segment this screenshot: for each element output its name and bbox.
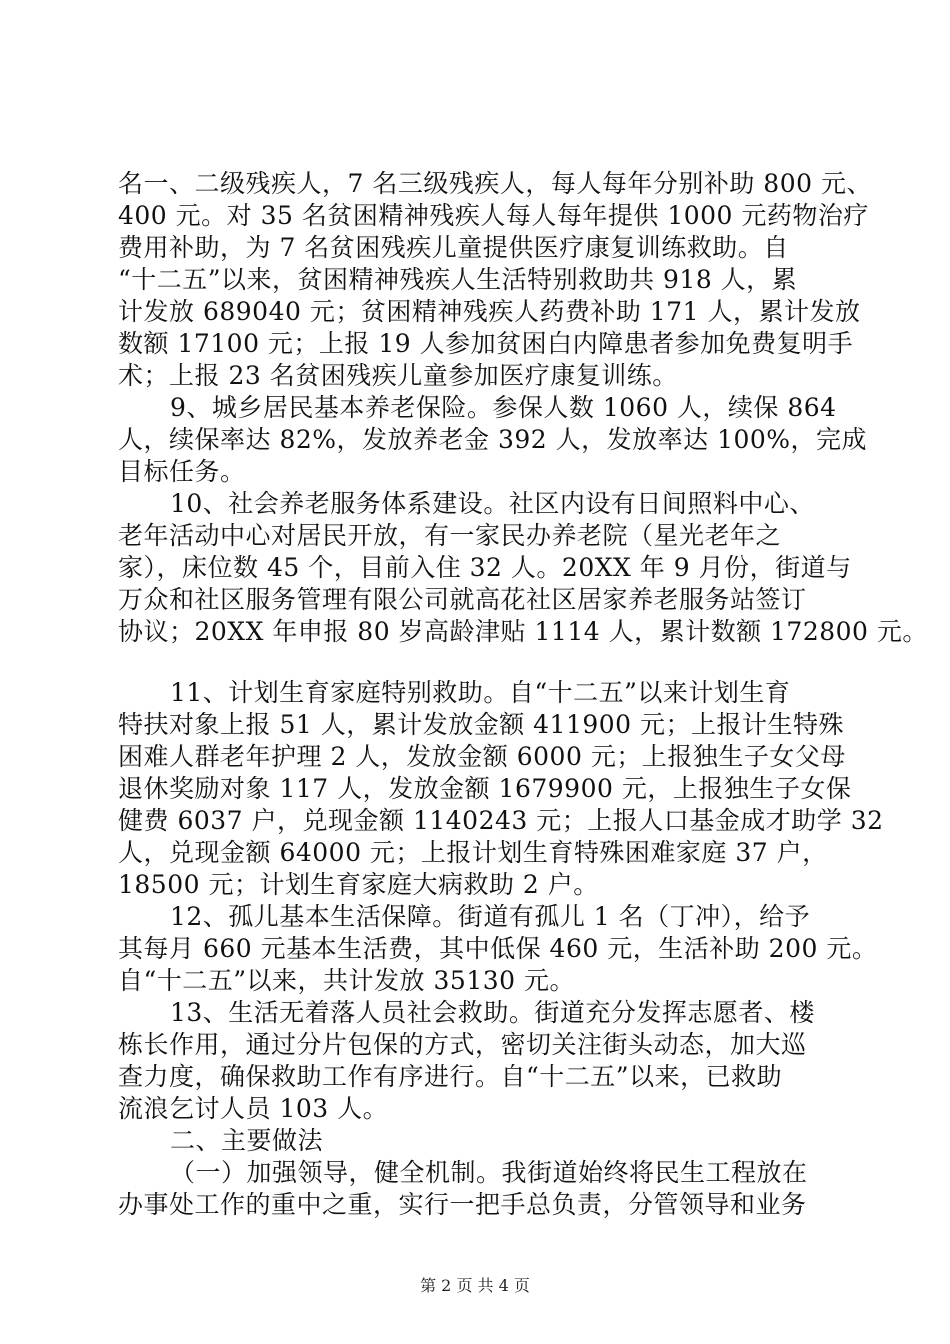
text-line: 查力度，确保救助工作有序进行。自“十二五”以来，已救助 <box>118 1062 783 1091</box>
text-line: 12、孤儿基本生活保障。街道有孤儿 1 名（丁冲），给予 <box>170 902 811 931</box>
document-body <box>118 168 928 1221</box>
text-line: 二、主要做法 <box>170 1126 324 1155</box>
text-line: 老年活动中心对居民开放，有一家民办养老院（星光老年之 <box>118 521 782 550</box>
text-line: 人，兑现金额 64000 元；上报计划生育特殊困难家庭 37 户， <box>118 838 828 867</box>
text-line: 目标任务。 <box>118 457 246 486</box>
text-line: 自“十二五”以来，共计发放 35130 元。 <box>118 966 575 995</box>
text-line: 协议；20XX 年申报 80 岁高龄津贴 1114 人，累计数额 172800 元。 <box>118 617 928 646</box>
text-line: 400 元。对 35 名贫困精神残疾人每人每年提供 1000 元药物治疗 <box>118 201 869 230</box>
text-line: 10、社会养老服务体系建设。社区内设有日间照料中心、 <box>170 489 815 518</box>
text-line: 困难人群老年护理 2 人，发放金额 6000 元；上报独生子女父母 <box>118 742 846 771</box>
text-line: 术；上报 23 名贫困残疾儿童参加医疗康复训练。 <box>118 361 678 390</box>
blank-line <box>118 648 858 677</box>
text-line: 栋长作用，通过分片包保的方式，密切关注街头动态，加大巡 <box>118 1030 807 1059</box>
text-line: 家），床位数 45 个，目前入住 32 人。20XX 年 9 月份，街道与 <box>118 553 852 582</box>
text-line: 健费 6037 户，兑现金额 1140243 元；上报人口基金成才助学 32 <box>118 806 884 835</box>
text-line: 特扶对象上报 51 人，累计发放金额 411900 元；上报计生特殊 <box>118 710 845 739</box>
text-line: 11、计划生育家庭特别救助。自“十二五”以来计划生育 <box>170 678 791 707</box>
text-line: 退休奖励对象 117 人，发放金额 1679900 元，上报独生子女保 <box>118 774 852 803</box>
text-line: 计发放 689040 元；贫困精神残疾人药费补助 171 人，累计发放 <box>118 297 861 326</box>
text-line: 万众和社区服务管理有限公司就高花社区居家养老服务站签订 <box>118 585 807 614</box>
text-line: 数额 17100 元；上报 19 人参加贫困白内障患者参加免费复明手 <box>118 329 854 358</box>
text-line: 13、生活无着落人员社会救助。街道充分发挥志愿者、楼 <box>170 998 815 1027</box>
text-line: 费用补助，为 7 名贫困残疾儿童提供医疗康复训练救助。自 <box>118 233 789 262</box>
text-line: 9、城乡居民基本养老保险。参保人数 1060 人，续保 864 <box>170 393 837 422</box>
text-line: 18500 元；计划生育家庭大病救助 2 户。 <box>118 870 599 899</box>
page-footer: 第 2 页 共 4 页 <box>420 1276 530 1295</box>
text-line: （一）加强领导，健全机制。我街道始终将民生工程放在 <box>170 1158 808 1187</box>
text-line: 流浪乞讨人员 103 人。 <box>118 1094 389 1123</box>
text-line: 名一、二级残疾人，7 名三级残疾人，每人每年分别补助 800 元、 <box>118 169 872 198</box>
text-line: 人，续保率达 82%，发放养老金 392 人，发放率达 100%，完成 <box>118 425 868 454</box>
text-line: 办事处工作的重中之重，实行一把手总负责，分管领导和业务 <box>118 1190 807 1219</box>
text-line: “十二五”以来，贫困精神残疾人生活特别救助共 918 人，累 <box>118 265 798 294</box>
text-line: 其每月 660 元基本生活费，其中低保 460 元，生活补助 200 元。 <box>118 934 878 963</box>
